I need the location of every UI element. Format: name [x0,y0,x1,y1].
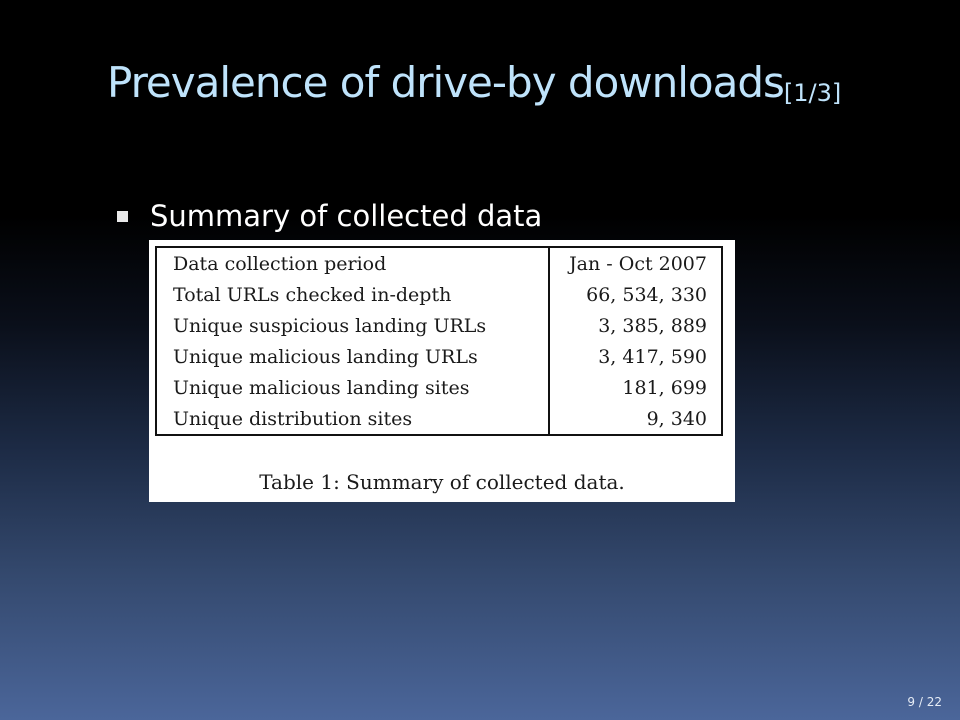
row-label: Unique distribution sites [156,403,549,435]
slide-title [107,58,842,107]
page-number: 9 / 22 [907,695,942,709]
row-value: 9, 340 [646,407,707,430]
row-label: Unique suspicious landing URLs [156,310,549,341]
table-row [156,341,722,372]
table-row [156,372,722,403]
slide-title-suffix: [1/3] [783,79,842,107]
table-row [156,403,722,435]
bullet-text: Summary of collected data [150,199,543,233]
table-row [156,247,722,279]
table-figure [149,240,735,502]
row-value: 66, 534, 330 [586,283,707,306]
row-label: Unique malicious landing URLs [156,341,549,372]
row-label: Unique malicious landing sites [156,372,549,403]
table-caption: Table 1: Summary of collected data. [259,470,625,494]
row-label: Total URLs checked in-depth [156,279,549,310]
slide-title-text: Prevalence of drive-by downloads [107,58,784,107]
row-value: 181, 699 [622,376,707,399]
table-row [156,279,722,310]
row-value: 3, 385, 889 [598,314,707,337]
square-bullet-icon [117,211,128,222]
row-label: Data collection period [156,247,549,279]
summary-table [155,246,723,436]
bullet-item [117,196,542,236]
row-value: 3, 417, 590 [598,345,707,368]
row-value: Jan - Oct 2007 [569,252,707,275]
table-row [156,310,722,341]
